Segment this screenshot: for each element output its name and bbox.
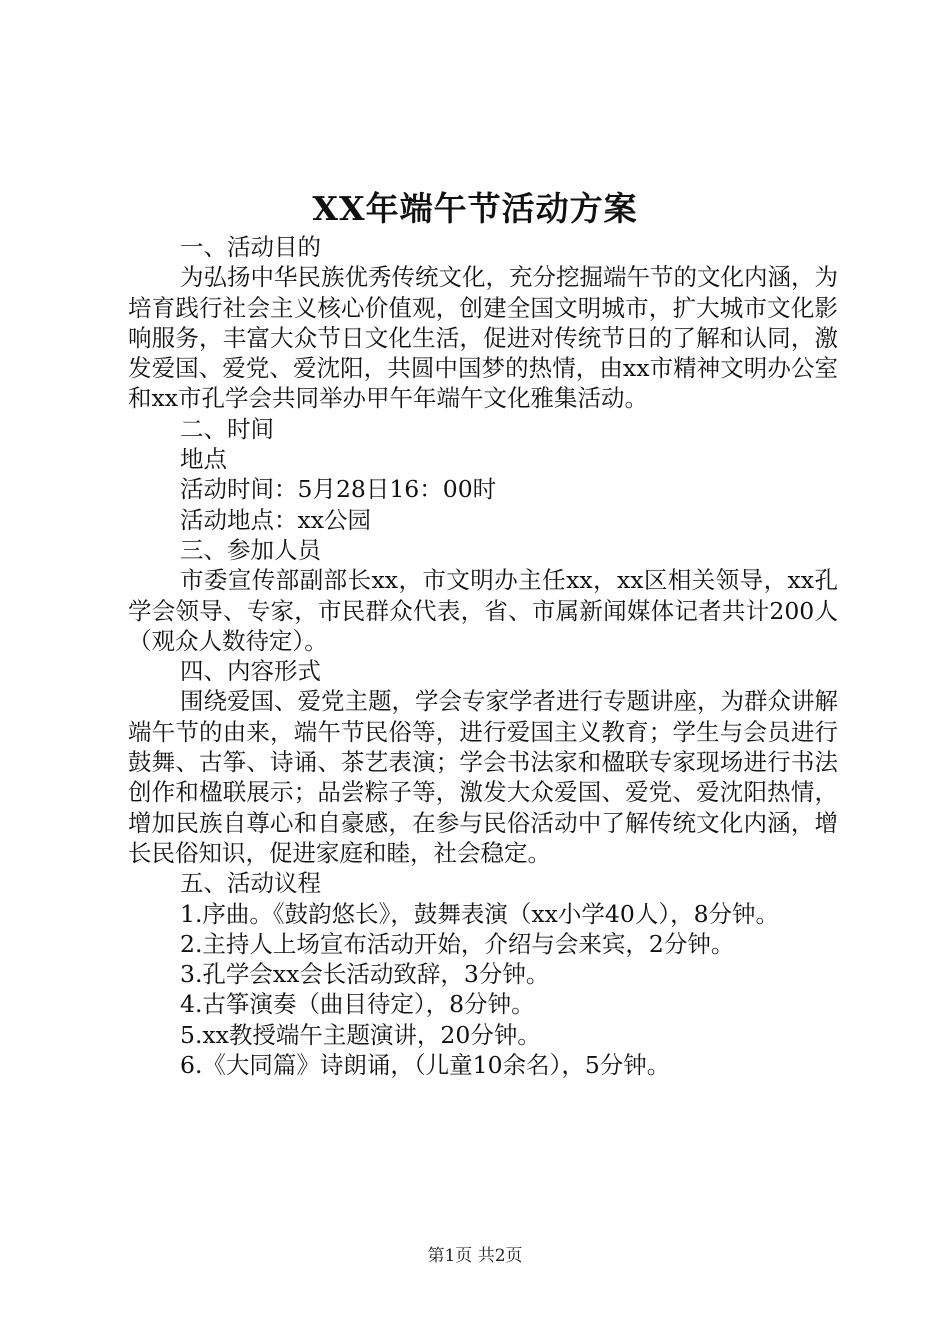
page-footer: 第1页 共2页 (427, 1246, 523, 1266)
paragraph-purpose: 为弘扬中华民族优秀传统文化，充分挖掘端午节的文化内涵，为培育践行社会主义核心价值观，创建全国文明城市，扩大城市文化影响服务，丰富大众节日文化生活，促进对传统节日的了解和认同，激发爱国、爱党、爱沈阳，共圆中国梦的热情，由xx市精神文明办公室和xx市孔学会共同举办甲午年端午文化雅集活动。 (128, 263, 838, 413)
document-body (128, 232, 838, 1080)
agenda-item-2: 2.主持人上场宣布活动开始，介绍与会来宾，2分钟。 (180, 929, 735, 958)
agenda-item-1: 1.序曲。《鼓韵悠长》，鼓舞表演（xx小学40人），8分钟。 (180, 899, 780, 928)
agenda-item-4: 4.古筝演奏（曲目待定），8分钟。 (180, 990, 535, 1019)
document-title: XX年端午节活动方案 (312, 189, 638, 228)
section-heading-time: 二、时间 (180, 414, 274, 443)
event-time-line: 活动时间：5月28日16：00时 (180, 475, 497, 504)
agenda-item-5: 5.xx教授端午主题演讲，20分钟。 (180, 1020, 541, 1049)
section-heading-content: 四、内容形式 (180, 657, 321, 686)
paragraph-participants: 市委宣传部副部长xx，市文明办主任xx，xx区相关领导，xx孔学会领导、专家，市民群众代表，省、市属新闻媒体记者共计200人（观众人数待定）。 (128, 566, 838, 655)
section-heading-purpose: 一、活动目的 (180, 233, 321, 261)
agenda-item-6: 6.《大同篇》诗朗诵，（儿童10余名），5分钟。 (180, 1051, 671, 1080)
section-heading-participants: 三、参加人员 (180, 535, 321, 564)
paragraph-content: 围绕爱国、爱党主题，学会专家学者进行专题讲座，为群众讲解端午节的由来，端午节民俗等，进行爱国主义教育；学生与会员进行鼓舞、古筝、诗诵、茶艺表演；学会书法家和楹联专家现场进行书法创作和楹联展示；品尝粽子等，激发大众爱国、爱党、爱沈阳热情，增加民族自尊心和自豪感，在参与民俗活动中了解传统文化内涵，增长民俗知识，促进家庭和睦，社会稳定。 (128, 687, 838, 867)
event-place-line: 活动地点：xx公园 (180, 505, 372, 534)
section-heading-place: 地点 (180, 445, 227, 474)
section-heading-agenda: 五、活动议程 (180, 869, 321, 898)
agenda-item-3: 3.孔学会xx会长活动致辞，3分钟。 (180, 960, 550, 989)
